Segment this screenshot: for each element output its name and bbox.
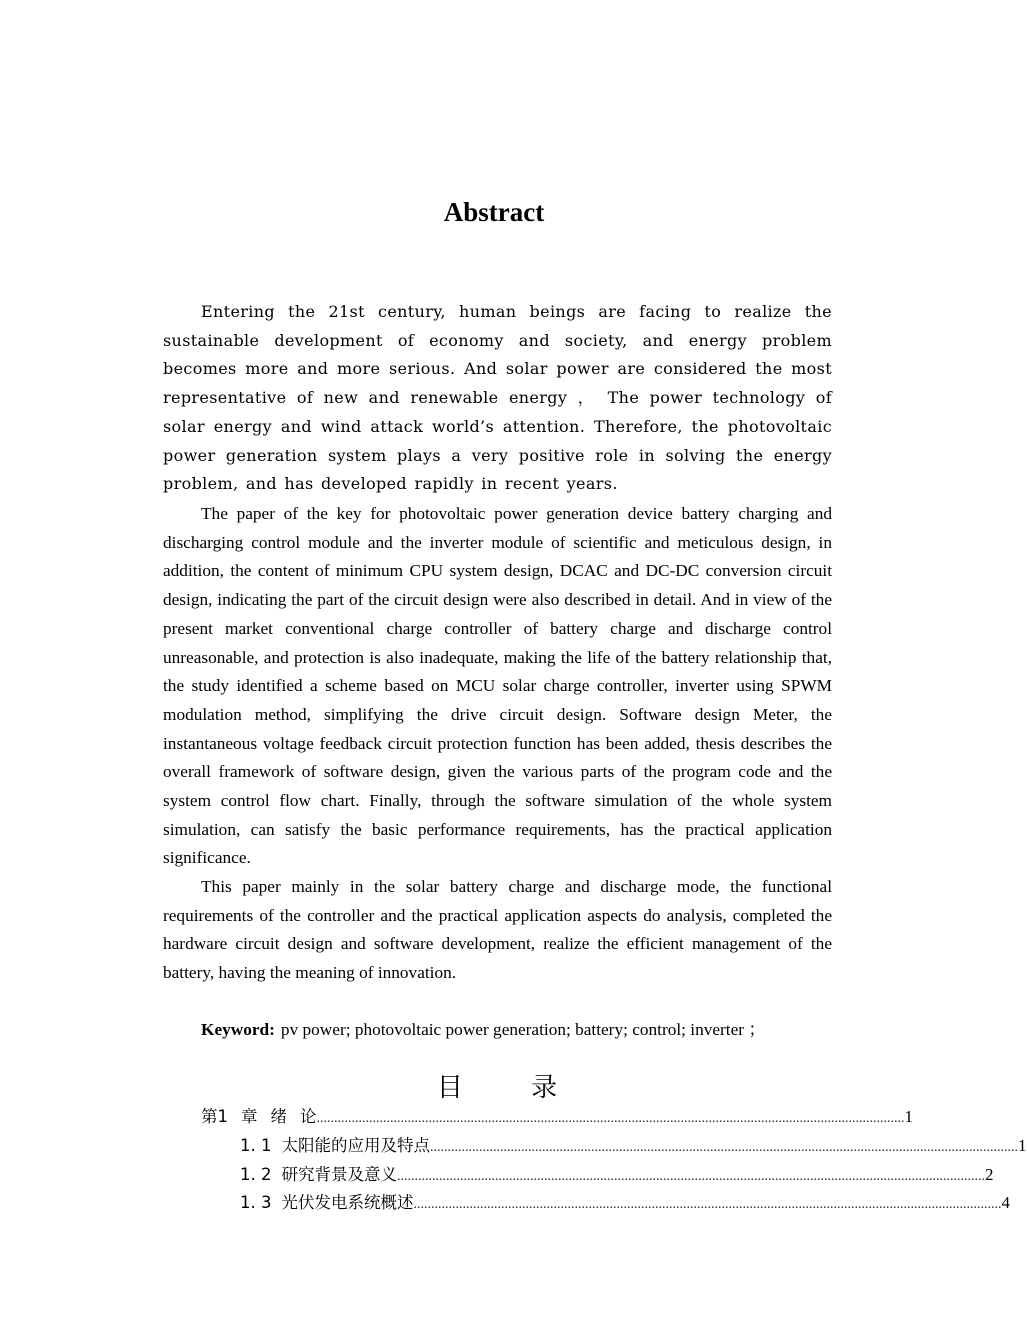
toc-section-1-2[interactable] [240, 1161, 994, 1189]
abstract-paragraph-1 [163, 298, 832, 499]
toc-section-num: 1. 2 [240, 1165, 272, 1184]
toc-chapter-part: 绪 [270, 1107, 287, 1126]
toc-page-number: 1 [904, 1107, 913, 1126]
keywords-line [201, 1016, 841, 1044]
toc-page-number: 2 [985, 1165, 994, 1184]
paragraph-text: The paper of the key for photovoltaic power generation device battery charging and discharging control module and the inverter module of scientific and meticulous design, in addition, the content of minimum CPU system design, DCAC and DC-DC conversion circuit design, indicating the part of the circuit design were also described in detail. And in view of the present market conventional charge controller of battery charge and discharge control unreasonable, and protection is also inadequate, making the life of the battery relationship that, the study identified a scheme based on MCU solar charge controller, inverter using SPWM modulation method, simplifying the drive circuit design. Software design Meter, the instantaneous voltage feedback circuit protection function has been added, thesis describes the overall framework of software design, given the various parts of the program code and the system control flow chart. Finally, through the software simulation of the whole system simulation, can satisfy the basic performance requirements, has the practical application significance. [163, 504, 832, 868]
toc-leader: ........................................................................................................................................................................ [397, 1169, 985, 1184]
toc-section-label [240, 1161, 397, 1189]
paragraph-text: Entering the 21st century, human beings are facing to realize the sustainable development of economy and society, and energy problem becomes more and more serious. And solar power are considered the most representative of new and renewable energy ， The power technology of solar energy and wind attack world’s attention. Therefore, the photovoltaic power generation system plays a very positive role in solving the energy problem, and has developed rapidly in recent years. [163, 302, 832, 494]
toc-section-text: 光伏发电系统概述 [281, 1193, 414, 1212]
toc-section-1-1[interactable] [240, 1132, 1027, 1160]
toc-leader: ........................................................................................................................................................................ [316, 1111, 905, 1126]
toc-section-num: 1. 1 [240, 1136, 272, 1155]
toc-section-text: 研究背景及意义 [281, 1165, 397, 1184]
toc-title: 目 录 [436, 1073, 588, 1103]
keyword-text: pv power; photovoltaic power generation; battery; control; inverter ； [280, 1020, 766, 1039]
toc-chapter-part: 论 [300, 1107, 317, 1126]
abstract-paragraph-2 [163, 500, 832, 873]
abstract-paragraph-3 [163, 873, 832, 988]
toc-section-label [240, 1189, 414, 1217]
paragraph-text: This paper mainly in the solar battery charge and discharge mode, the functional requirements of the controller and the practical application aspects do analysis, completed the hardware circuit design and software development, realize the efficient management of the battery, having the meaning of innovation. [163, 877, 832, 983]
toc-page-number: 1 [1018, 1136, 1027, 1155]
toc-section-num: 1. 3 [240, 1193, 272, 1212]
abstract-title: Abstract [443, 197, 545, 227]
toc-leader: ........................................................................................................................................................................ [413, 1197, 1002, 1212]
toc-chapter-label [201, 1103, 317, 1131]
toc-leader: ........................................................................................................................................................................ [430, 1140, 1018, 1155]
toc-chapter-1[interactable] [201, 1103, 913, 1131]
toc-section-1-3[interactable] [240, 1189, 1010, 1217]
keyword-label: Keyword: [201, 1020, 275, 1039]
toc-section-text: 太阳能的应用及特点 [281, 1136, 430, 1155]
toc-chapter-num: 第1 [201, 1107, 228, 1126]
toc-section-label [240, 1132, 430, 1160]
toc-chapter-part: 章 [241, 1107, 258, 1126]
toc-page-number: 4 [1001, 1193, 1010, 1212]
